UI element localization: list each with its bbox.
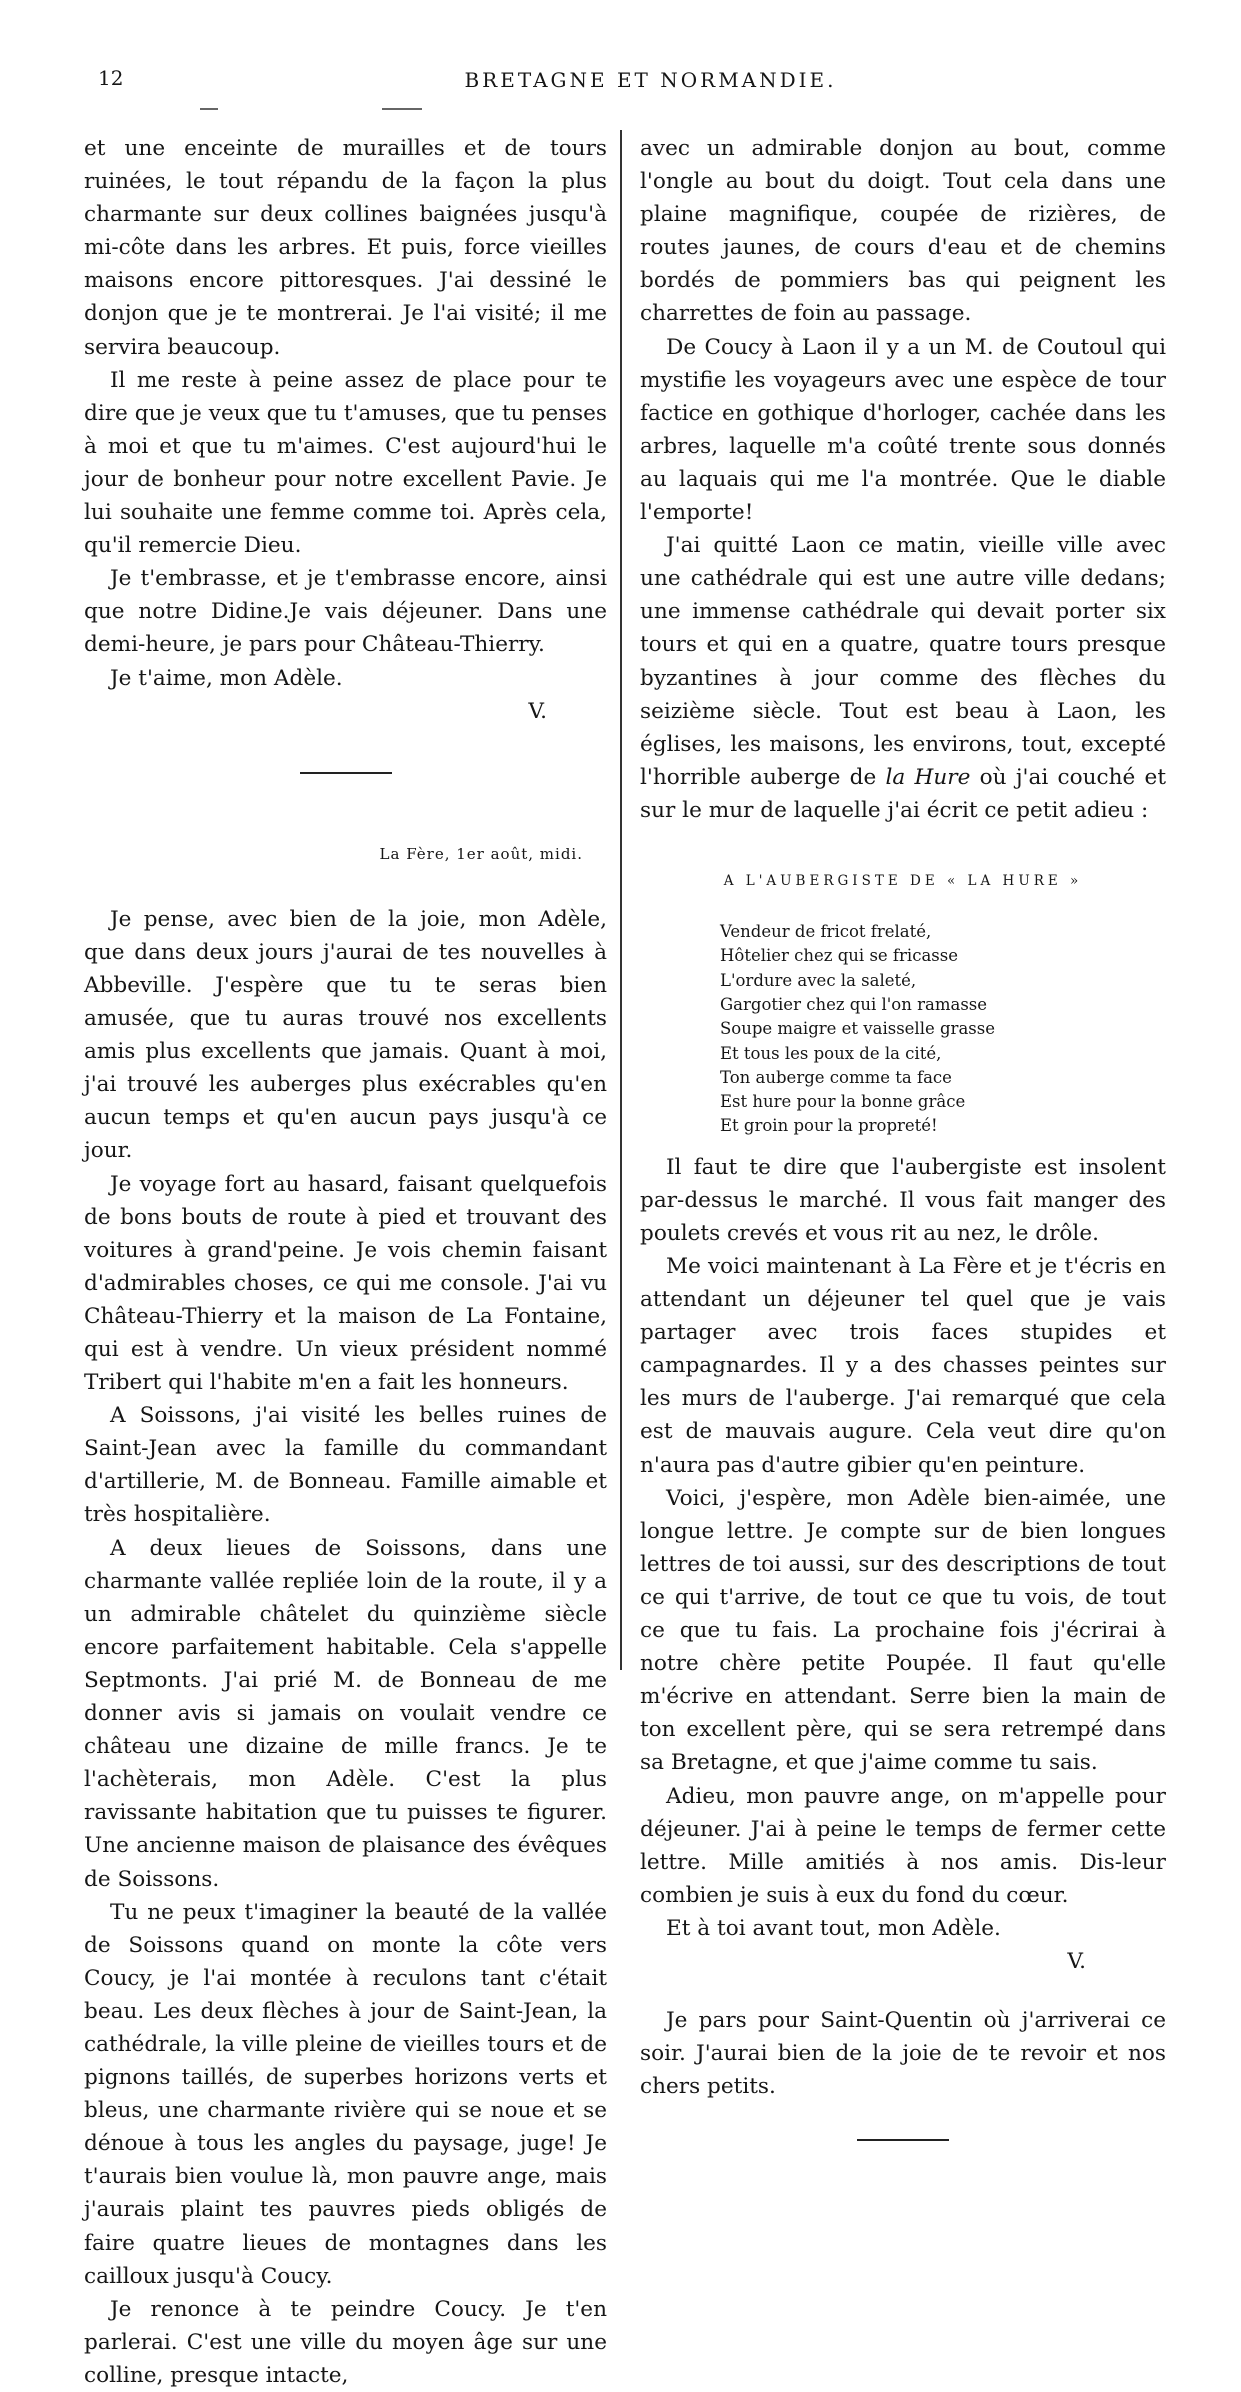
signature: V. (528, 698, 547, 724)
paragraph: Il me reste à peine assez de place pour te dire que je veux que tu t'amuses, que tu penses à moi et que tu m'aimes. C'est aujourd'hui le jour de bonheur pour notre excellent Pavie. Je lui souhaite une femme comme toi. Après cela, qu'il remercie Dieu. (84, 367, 607, 559)
paragraph: De Coucy à Laon il y a un M. de Coutoul qui mystifie les voyageurs avec une espèce de tour factice en gothique d'horloger, cachée dans les arbres, laquelle m'a coûté trente sous donnés au laquais qui me l'a montrée. Que le diable l'emporte! (640, 334, 1166, 526)
running-title: BRETAGNE ET NORMANDIE. (464, 68, 837, 92)
poem-line: Ton auberge comme ta face (720, 1067, 952, 1087)
poem-title: A L'AUBERGISTE DE « LA HURE » (723, 872, 1083, 889)
paragraph: Je t'aime, mon Adèle. (110, 665, 343, 691)
page-number: 12 (98, 66, 124, 90)
signature: V. (1067, 1948, 1086, 1974)
dateline: La Fère, 1er août, midi. (379, 844, 583, 863)
column-divider (620, 130, 622, 1670)
paragraph: Me voici maintenant à La Fère et je t'écris en attendant un déjeuner tel quel que je vais partager avec trois faces stupides et campagnardes. Il y a des chasses peintes sur les murs de l'auberge. J'ai remarqué que cela est de mauvais augure. Cela veut dire qu'on n'aura pas d'autre gibier qu'en peinture. (640, 1254, 1166, 1478)
header-rule-left (200, 108, 218, 110)
poem-line: Vendeur de fricot frelaté, (720, 922, 932, 942)
paragraph: Voici, j'espère, mon Adèle bien-aimée, une longue lettre. Je compte sur de bien longues lettres de toi aussi, sur des descriptions de tout ce qui t'arrive, de tout ce que tu vois, de tout ce que tu fais. La prochaine fois j'écrirai à notre chère petite Poupée. Il faut qu'elle m'écrive en attendant. Serre bien la main de ton excellent père, qui se sera retrempé dans sa Bretagne, et que j'aime comme tu sais. (640, 1485, 1166, 1776)
paragraph: Il faut te dire que l'aubergiste est insolent par-dessus le marché. Il vous fait manger des poulets crevés et vous rit au nez, le drôle. (640, 1154, 1166, 1246)
right-column (640, 132, 1166, 2141)
paragraph: Je voyage fort au hasard, faisant quelquefois de bons bouts de route à pied et trouvant des voitures à grand'peine. Je vois chemin faisant d'admirables choses, ce qui me console. J'ai vu Château-Thierry et la maison de La Fontaine, qui est à vendre. Un vieux président nommé Tribert qui l'habite m'en a fait les honneurs. (84, 1171, 607, 1396)
text-run: où j'ai couché et sur le mur de laquelle j'ai écrit ce petit adieu : (640, 764, 1167, 823)
poem-line: Est hure pour la bonne grâce (720, 1092, 966, 1112)
paragraph (640, 529, 1166, 827)
poem-line: Hôtelier chez qui se fricasse (720, 946, 958, 966)
section-separator (300, 772, 392, 774)
paragraph: Je renonce à te peindre Coucy. Je t'en parlerai. C'est une ville du moyen âge sur une colline, presque intacte, (84, 2296, 607, 2388)
paragraph: Je pars pour Saint-Quentin où j'arriverai ce soir. J'aurai bien de la joie de te revoir et nos chers petits. (640, 2008, 1166, 2100)
paragraph: Et à toi avant tout, mon Adèle. (666, 1915, 1001, 1941)
left-column (84, 132, 607, 2392)
paragraph: A Soissons, j'ai visité les belles ruines de Saint-Jean avec la famille du commandant d'artillerie, M. de Bonneau. Famille aimable et très hospitalière. (84, 1403, 607, 1528)
paragraph: avec un admirable donjon au bout, comme l'ongle au bout du doigt. Tout cela dans une plaine magnifique, coupée de rizières, de routes jaunes, de cours d'eau et de chemins bordés de pommiers bas qui peignent les charrettes de foin au passage. (640, 136, 1166, 327)
poem-line: Et tous les poux de la cité, (720, 1043, 942, 1063)
inn-name: la Hure (885, 764, 971, 790)
poem-line: Et groin pour la propreté! (720, 1116, 938, 1136)
poem-line: Gargotier chez qui l'on ramasse (720, 994, 988, 1014)
poem-line: Soupe maigre et vaisselle grasse (720, 1019, 995, 1039)
section-separator (857, 2139, 949, 2141)
paragraph: et une enceinte de murailles et de tours ruinées, le tout répandu de la façon la plus charmante sur deux collines baignées jusqu'à mi-côte dans les arbres. Et puis, force vieilles maisons encore pittoresques. J'ai dessiné le donjon que je te montrerai. Je l'ai visité; il me servira beaucoup. (84, 136, 607, 360)
poem-line: L'ordure avec la saleté, (720, 970, 917, 990)
paragraph: A deux lieues de Soissons, dans une charmante vallée repliée loin de la route, il y a un admirable châtelet du quinzième siècle encore parfaitement habitable. Cela s'appelle Septmonts. J'ai prié M. de Bonneau de me donner avis si jamais on voulait vendre ce château une dizaine de mille francs. Je te l'achèterais, mon Adèle. C'est la plus ravissante habitation que tu puisses te figurer. Une ancienne maison de plaisance des évêques de Soissons. (84, 1535, 607, 1892)
paragraph: Adieu, mon pauvre ange, on m'appelle pour déjeuner. J'ai à peine le temps de fermer cette lettre. Mille amitiés à nos amis. Dis-leur combien je suis à eux du fond du cœur. (640, 1783, 1166, 1908)
header-rule-right (382, 108, 422, 110)
paragraph: Je pense, avec bien de la joie, mon Adèle, que dans deux jours j'aurai de tes nouvelles à Abbeville. J'espère que tu te seras bien amusée, que tu auras trouvé nos excellents amis plus excellents que jamais. Quant à moi, j'ai trouvé les auberges plus exécrables qu'en aucun temps et qu'en aucun pays jusqu'à ce jour. (84, 906, 607, 1164)
paragraph: Je t'embrasse, et je t'embrasse encore, ainsi que notre Didine.Je vais déjeuner. Dans une demi-heure, je pars pour Château-Thierry. (84, 566, 607, 658)
text-run: J'ai quitté Laon ce matin, vieille ville avec une cathédrale qui est une autre ville dedans; une immense cathédrale qui devait porter six tours et qui en a quatre, quatre tours presque byzantines à jour comme des flèches du seizième siècle. Tout est beau à Laon, les églises, les maisons, les environs, tout, excepté l'horrible auberge de (640, 533, 1166, 790)
poem (720, 920, 1166, 1139)
paragraph: Tu ne peux t'imaginer la beauté de la vallée de Soissons quand on monte la côte vers Coucy, je l'ai montée à reculons tant c'était beau. Les deux flèches à jour de Saint-Jean, la cathédrale, la ville pleine de vieilles tours et de pignons taillés, de superbes horizons verts et bleus, une charmante rivière qui se noue et se dénoue à tous les angles du paysage, juge! Je t'aurais bien voulue là, mon pauvre ange, mais j'aurais plaint tes pauvres pieds obligés de faire quatre lieues de montagnes dans les cailloux jusqu'à Coucy. (84, 1899, 607, 2289)
